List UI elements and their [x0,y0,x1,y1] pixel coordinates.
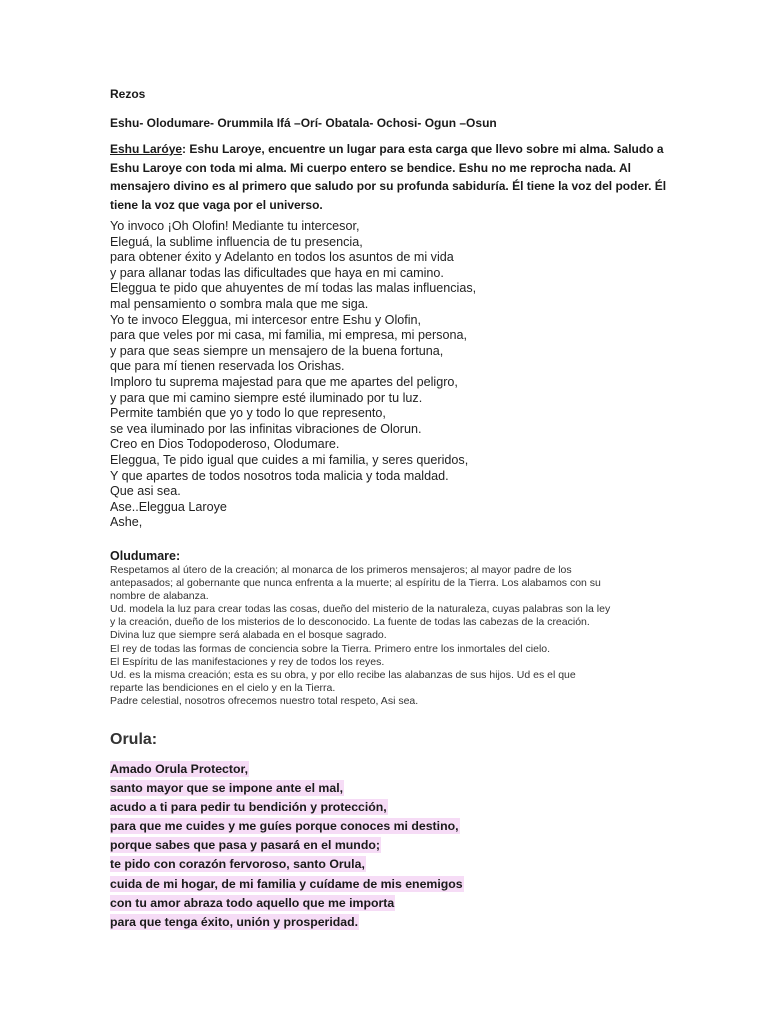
orula-line-text: con tu amor abraza todo aquello que me importa [110,895,395,910]
oludumare-line: Padre celestial, nosotros ofrecemos nuestro total respeto, Asi sea. [110,694,419,707]
prayer-line: Imploro tu suprema majestad para que me apartes del peligro, [110,374,458,389]
prayer-line: mal pensamiento o sombra mala que me siga. [110,296,369,311]
prayer-line: y para allanar todas las dificultades que haya en mi camino. [110,265,444,280]
prayer-line: Y que apartes de todos nosotros toda malicia y toda maldad. [110,468,449,483]
prayer-line: se vea iluminado por las infinitas vibraciones de Olorun. [110,421,422,436]
oludumare-line: antepasados; al gobernante que nunca enfrenta a la muerte; al espíritu de la Tierra. Los alabamos con su [110,577,601,590]
orula-line-text: te pido con corazón fervoroso, santo Orula, [110,857,365,872]
prayer-line: que para mí tienen reservada los Orishas. [110,359,345,374]
orula-prayer [110,760,464,932]
oludumare-line: Divina luz que siempre será alabada en el bosque sagrado. [110,629,387,642]
eleggua-prayer [110,219,476,531]
orula-line [110,913,464,932]
oludumare-line: Respetamos al útero de la creación; al monarca de los primeros mensajeros; al mayor padre de los [110,564,572,576]
prayer-line: Ase..Eleggua Laroye [110,499,227,514]
prayer-line: y para que seas siempre un mensajero de la buena fortuna, [110,343,444,358]
orula-line [110,798,464,817]
oludumare-line: reparte las bendiciones en el cielo y en la Tierra. [110,681,336,694]
prayer-line: Yo invoco ¡Oh Olofin! Mediante tu intercesor, [110,219,360,233]
prayer-line: Creo en Dios Todopoderoso, Olodumare. [110,437,340,452]
eshu-paragraph [110,140,670,214]
orula-heading: Orula: [110,731,158,748]
prayer-line: Eleggua, Te pido igual que cuides a mi familia, y seres queridos, [110,452,469,467]
eshu-label-part1: Eshu Laró [110,142,169,156]
orula-line-text: para que tenga éxito, unión y prosperidad. [110,914,359,929]
orula-line [110,760,464,779]
orula-line [110,817,464,836]
prayer-line: Que asi sea. [110,484,181,499]
prayer-line: Yo te invoco Eleggua, mi intercesor entre Eshu y Olofin, [110,312,422,327]
prayer-line: Ashe, [110,515,143,530]
eshu-text: Eshu Laroye, encuentre un lugar para esta carga que llevo sobre mi alma. Saludo a Eshu Laroye con toda mi alma. Mi cuerpo entero se bendice. Eshu no me reprocha nada. Al mensajero divino es al primero que saludo por su profunda sabiduría. Él tiene la voz del poder. Él tiene la voz que vaga por el universo. [110,142,667,212]
eshu-label [110,142,182,156]
oludumare-line: El rey de todas las formas de conciencia sobre la Tierra. Primero entre los inmortales del cielo. [110,642,551,655]
prayer-line: para obtener éxito y Adelanto en todos los asuntos de mi vida [110,250,454,265]
eshu-label-colon: : [182,142,187,156]
oludumare-line: El Espíritu de las manifestaciones y rey de todos los reyes. [110,655,385,668]
oludumare-heading: Oludumare: [110,549,181,563]
prayer-line: Permite también que yo y todo lo que represento, [110,406,386,421]
oludumare-line: nombre de alabanza. [110,590,209,603]
orula-line [110,894,464,913]
oludumare-line: Ud. es la misma creación; esta es su obra, y por ello recibe las alabanzas de sus hijos. Ud es el que [110,668,576,681]
prayer-line: Eleguá, la sublime influencia de tu presencia, [110,234,363,249]
orula-line-text: cuida de mi hogar, de mi familia y cuídame de mis enemigos [110,876,463,891]
oludumare-line: Ud. modela la luz para crear todas las cosas, dueño del misterio de la naturaleza, cuyas palabras son la ley [110,603,611,616]
prayer-line: para que veles por mi casa, mi familia, mi empresa, mi persona, [110,328,467,343]
orula-line-text: para que me cuides y me guíes porque conoces mi destino, [110,819,459,834]
prayer-line: y para que mi camino siempre esté iluminado por tu luz. [110,390,423,405]
document-subtitle: Eshu- Olodumare- Orummila Ifá –Orí- Obatala- Ochosi- Ogun –Osun [110,116,497,130]
orula-line [110,855,464,874]
orula-line [110,836,464,855]
oludumare-line: y la creación, dueño de los misterios de lo desconocido. La fuente de todas las cabezas de la creación. [110,616,590,629]
orula-line [110,779,464,798]
eshu-label-part2: ye [168,142,183,156]
orula-line-text: santo mayor que se impone ante el mal, [110,781,344,796]
orula-line-text: acudo a ti para pedir tu bendición y protección, [110,800,387,815]
orula-line-text: Amado Orula Protector, [110,762,249,776]
prayer-line: Eleggua te pido que ahuyentes de mí todas las malas influencias, [110,281,477,296]
document-title: Rezos [110,87,146,101]
orula-line-text: porque sabes que pasa y pasará en el mundo; [110,838,380,853]
oludumare-text [110,564,670,708]
orula-line [110,875,464,894]
